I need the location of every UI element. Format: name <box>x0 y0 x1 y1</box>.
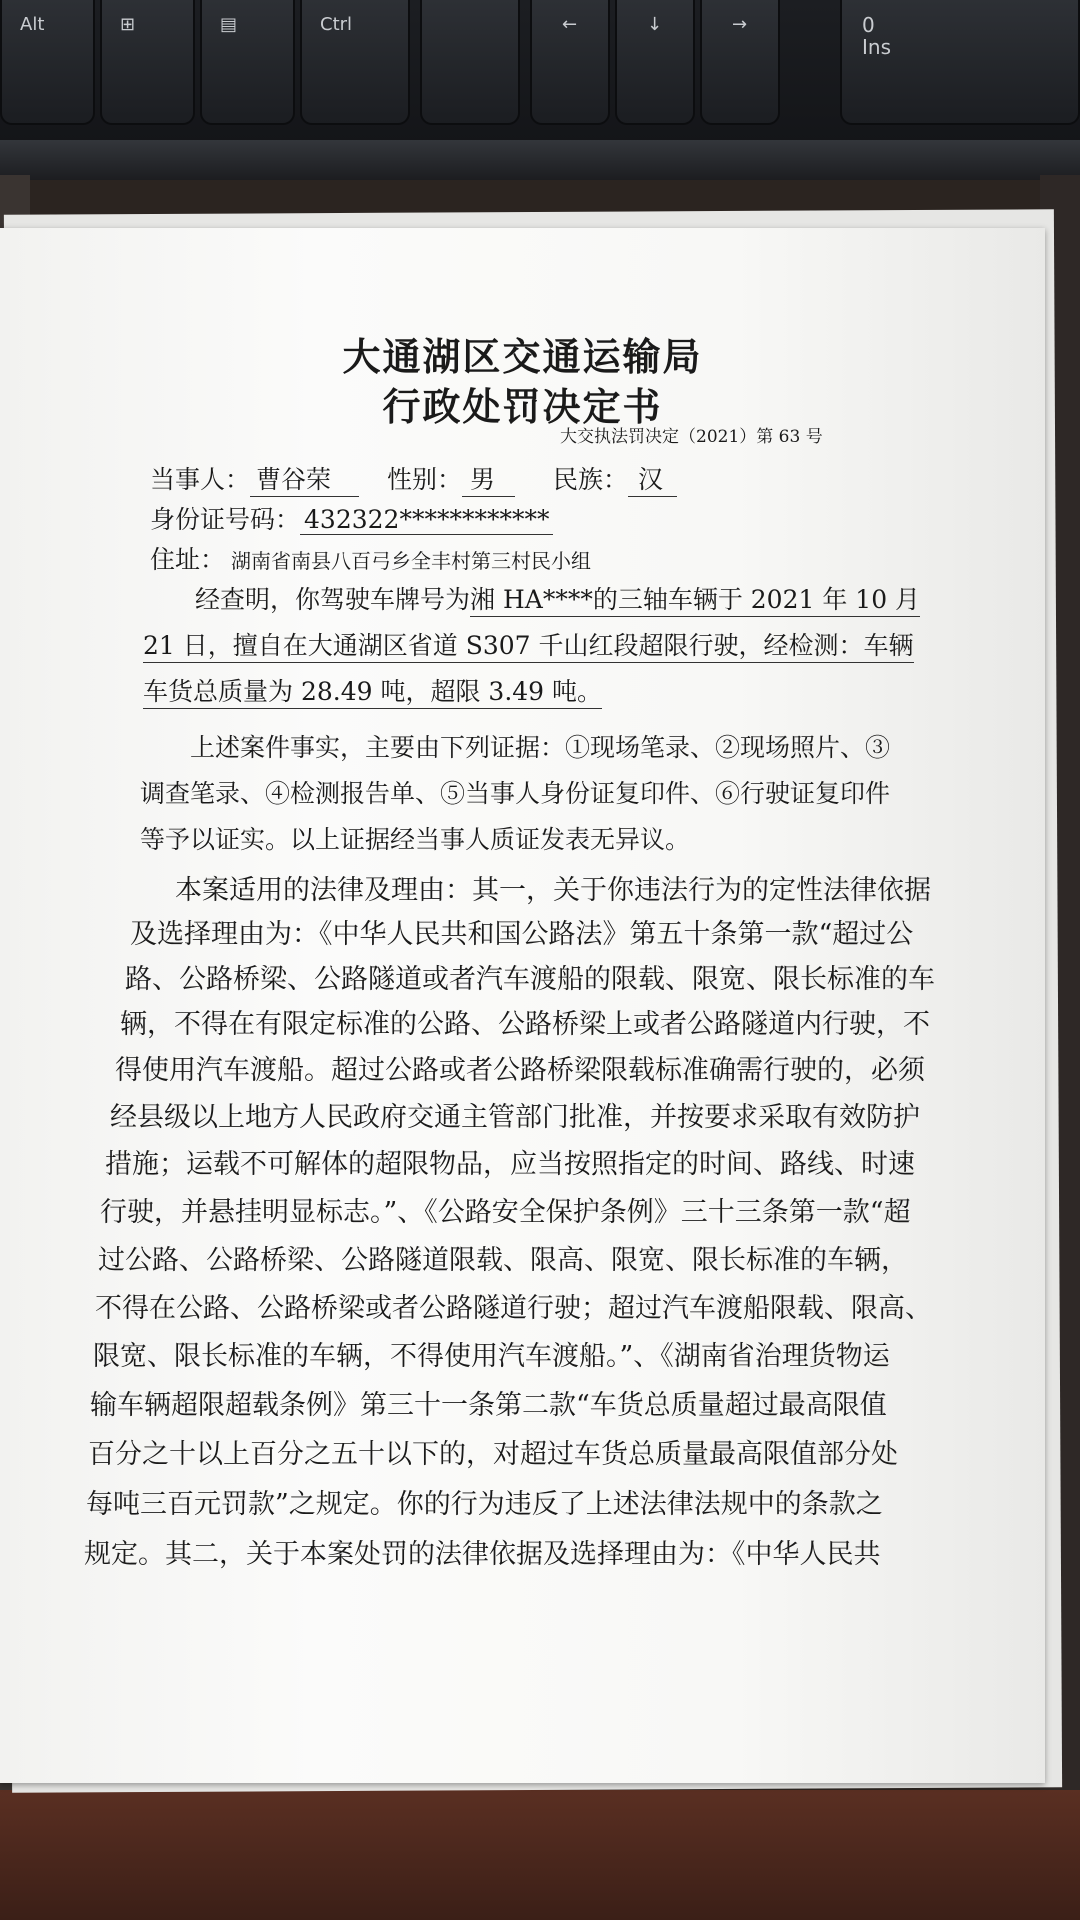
keyboard-edge <box>0 140 1080 180</box>
windows-key: ⊞ <box>100 0 195 125</box>
id-number-row <box>150 500 553 536</box>
left-arrow-key: ← <box>530 0 610 125</box>
law-line: 措施；运载不可解体的超限物品，应当按照指定的时间、路线、时速 <box>105 1149 915 1180</box>
document-page <box>0 228 1045 1783</box>
law-line: 过公路、公路桥梁、公路隧道限载、限高、限宽、限长标准的车辆， <box>98 1245 908 1276</box>
alt-key: Alt <box>0 0 95 125</box>
gender-value: 男 <box>462 460 515 497</box>
evidence-line-3: 等予以证实。以上证据经当事人质证发表无异议。 <box>140 825 691 854</box>
law-line: 每吨三百元罚款”之规定。你的行为违反了上述法律法规中的条款之 <box>86 1489 883 1520</box>
keyboard <box>0 0 1080 175</box>
address-value: 湖南省南县八百弓乡全丰村第三村民小组 <box>231 549 592 573</box>
right-arrow-key: → <box>700 0 780 125</box>
law-line: 及选择理由为：《中华人民共和国公路法》第五十条第一款“超过公 <box>130 919 914 950</box>
law-line: 本案适用的法律及理由：其一，关于你违法行为的定性法律依据 <box>175 875 931 906</box>
evidence-line-1: 上述案件事实，主要由下列证据：①现场笔录、②现场照片、③ <box>190 733 891 762</box>
fact-underlined-1: 湘 HA****的三轴车辆于 2021 年 10 月 <box>470 580 920 617</box>
law-line: 百分之十以上百分之五十以下的，对超过车货总质量最高限值部分处 <box>88 1439 898 1470</box>
fact-line-3 <box>143 672 602 709</box>
law-line: 辆，不得在有限定标准的公路、公路桥梁上或者公路隧道内行驶，不 <box>120 1009 930 1040</box>
party-info-row <box>150 460 677 497</box>
evidence-line-2: 调查笔录、④检测报告单、⑤当事人身份证复印件、⑥行驶证复印件 <box>140 779 891 808</box>
law-line: 不得在公路、公路桥梁或者公路隧道行驶；超过汽车渡船限载、限高、 <box>95 1293 932 1324</box>
gender-label: 性别： <box>386 465 462 494</box>
document-title-agency: 大通湖区交通运输局 <box>342 335 703 379</box>
desk-bottom <box>0 1790 1080 1920</box>
fact-underlined-3: 车货总质量为 28.49 吨，超限 3.49 吨。 <box>143 672 602 709</box>
ethnicity-label: 民族： <box>552 465 628 494</box>
fact-line-1 <box>195 580 920 617</box>
ctrl-key: Ctrl <box>300 0 410 125</box>
ethnicity-value: 汉 <box>628 460 677 497</box>
document-title-type: 行政处罚决定书 <box>382 385 663 429</box>
law-line: 经县级以上地方人民政府交通主管部门批准，并按要求采取有效防护 <box>110 1102 920 1133</box>
fact-prefix: 经查明，你驾驶车牌号为 <box>195 585 471 614</box>
address-label: 住址： <box>150 545 226 574</box>
law-line: 规定。其二，关于本案处罚的法律依据及选择理由为：《中华人民共 <box>84 1539 881 1570</box>
fact-underlined-2: 21 日，擅自在大通湖区省道 S307 千山红段超限行驶，经检测：车辆 <box>143 626 914 663</box>
down-arrow-key: ↓ <box>615 0 695 125</box>
document-number: 大交执法罚决定（2021）第 63 号 <box>560 427 823 447</box>
id-value: 432322************ <box>300 505 553 535</box>
id-label: 身份证号码： <box>150 505 301 534</box>
law-line: 路、公路桥梁、公路隧道或者汽车渡船的限载、限宽、限长标准的车 <box>125 964 935 995</box>
law-line: 行驶，并悬挂明显标志。”、《公路安全保护条例》三十三条第一款“超 <box>100 1197 911 1228</box>
party-label: 当事人： <box>150 465 251 494</box>
law-line: 限宽、限长标准的车辆，不得使用汽车渡船。”、《湖南省治理货物运 <box>93 1341 890 1372</box>
address-row <box>150 540 591 576</box>
law-line: 得使用汽车渡船。超过公路或者公路桥梁限载标准确需行驶的，必须 <box>115 1055 925 1086</box>
menu-key: ▤ <box>200 0 295 125</box>
party-value: 曹谷荣 <box>250 460 359 497</box>
insert-key: 0 Ins <box>840 0 1080 125</box>
fact-line-2 <box>143 626 914 663</box>
law-line: 输车辆超限超载条例》第三十一条第二款“车货总质量超过最高限值 <box>90 1390 887 1421</box>
unlabeled-key <box>420 0 520 125</box>
